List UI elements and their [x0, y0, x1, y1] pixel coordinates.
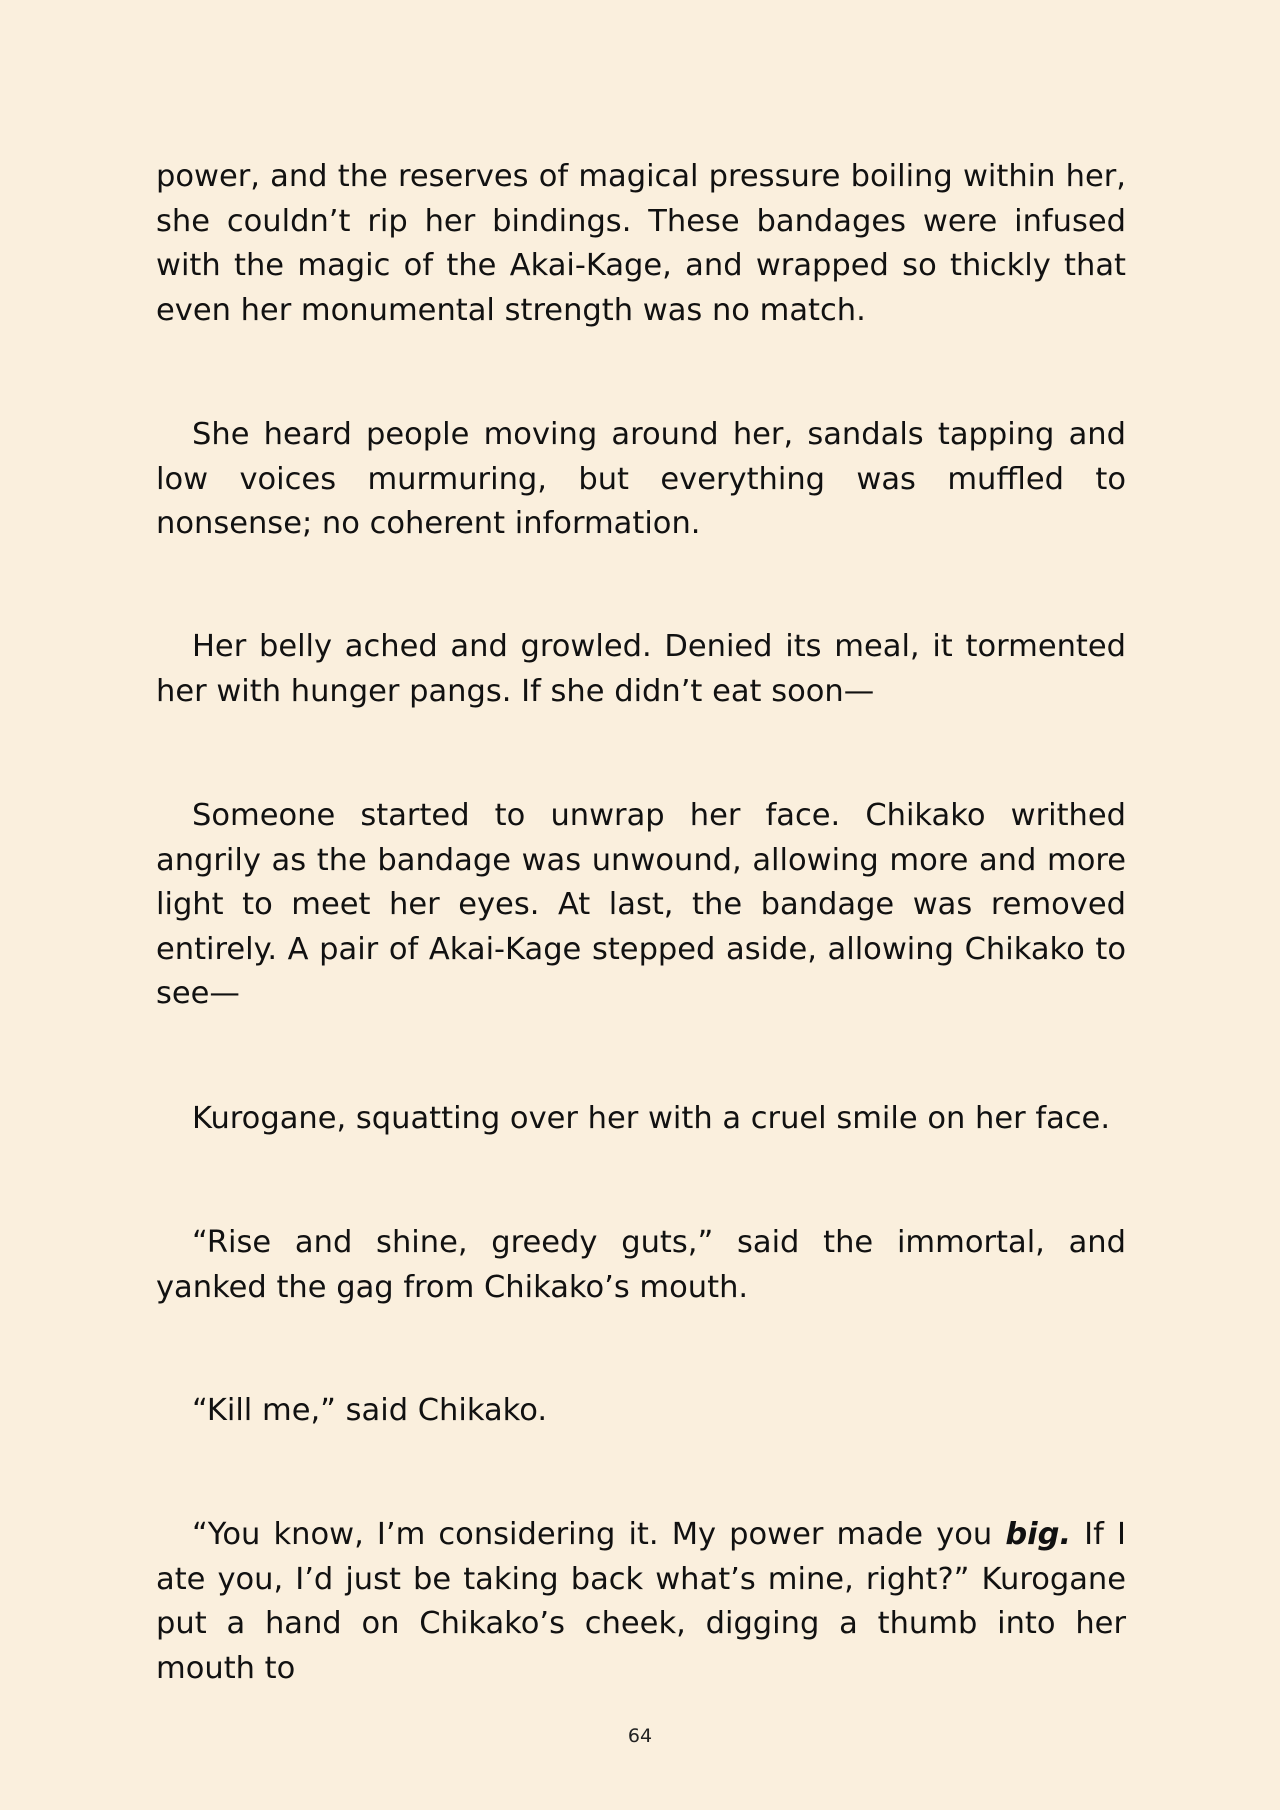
paragraph-7 [156, 1389, 1126, 1434]
paragraph-text: Kurogane, squatting over her with a cruel smile on her face. [192, 1101, 1111, 1136]
paragraph-text: “Kill me,” said Chikako. [192, 1393, 548, 1428]
text-run: If I ate you, I’d just be taking back what’s mine, right?” Kurogane put a hand on Chikako’s cheek, digging a thumb into her mouth to [156, 1517, 1126, 1686]
paragraph-text: She heard people moving around her, sandals tapping and low voices murmuring, but everything was muffled to nonsense; no coherent information. [156, 417, 1126, 542]
paragraph-6 [156, 1221, 1126, 1310]
text-run: “You know, I’m considering it. My power made you [192, 1517, 1006, 1552]
paragraph-5 [156, 1097, 1126, 1142]
emphasized-word: big. [1005, 1517, 1072, 1552]
page-number: 64 [627, 1725, 653, 1747]
paragraph-4 [156, 794, 1126, 1017]
paragraph-3 [156, 625, 1126, 714]
paragraph-1 [156, 155, 1126, 333]
paragraph-text [156, 1513, 1126, 1691]
paragraph-text: “Rise and shine, greedy guts,” said the immortal, and yanked the gag from Chikako’s mouth. [156, 1225, 1126, 1305]
paragraph-2 [156, 413, 1126, 547]
paragraph-text: power, and the reserves of magical pressure boiling within her, she couldn’t rip her bindings. These bandages were infused with the magic of the Akai-Kage, and wrapped so thickly that even her monumental strength was no match. [156, 159, 1126, 328]
paragraph-text: Someone started to unwrap her face. Chikako writhed angrily as the bandage was unwound, allowing more and more light to meet her eyes. At last, the bandage was removed entirely. A pair of Akai-Kage stepped aside, allowing Chikako to see— [156, 798, 1126, 1012]
paragraph-text: Her belly ached and growled. Denied its meal, it tormented her with hunger pangs. If she didn’t eat soon— [156, 629, 1126, 709]
paragraph-8 [156, 1513, 1126, 1691]
